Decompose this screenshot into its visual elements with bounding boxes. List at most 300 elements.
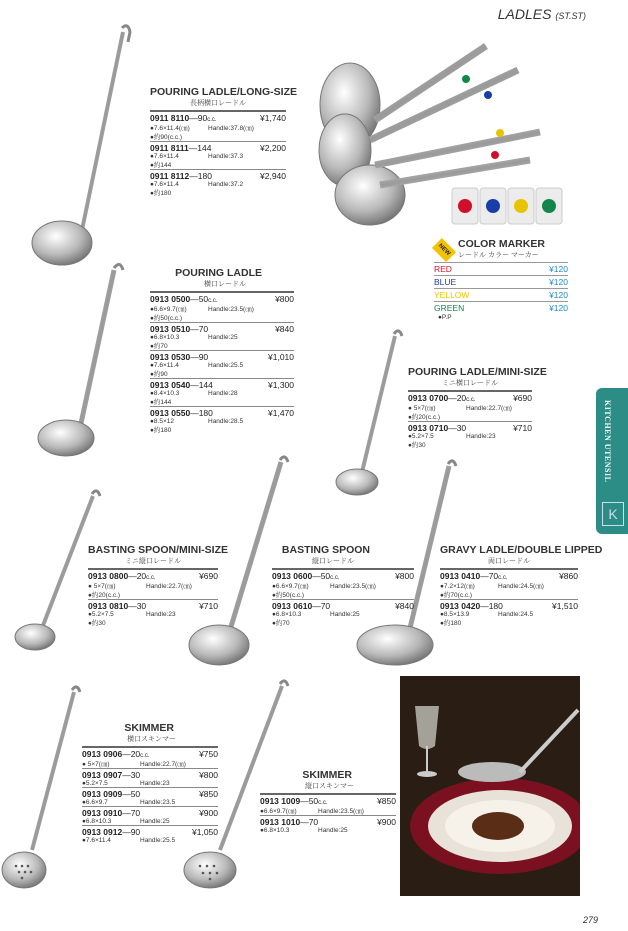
product-handle: Handle:25 [318, 827, 348, 834]
product-row [82, 746, 218, 768]
pouring-long-block [150, 86, 297, 197]
skimmer-side-image [2, 687, 80, 888]
product-code-cap [150, 352, 208, 362]
product-row-main [150, 324, 294, 334]
product-row-main [408, 423, 532, 433]
color-marker-material: ●P.P [438, 314, 452, 321]
product-note: ●約70 [150, 343, 168, 350]
product-handle: Handle:22.7(㎝) [140, 761, 186, 768]
color-marker-list [434, 262, 574, 314]
product-code-cap [150, 294, 218, 304]
product-name-jp: 両口レードル [488, 558, 530, 565]
product-price: ¥900 [199, 808, 218, 818]
product-code-cap [440, 571, 508, 581]
product-name: GRAVY LADLE/DOUBLE LIPPED [440, 544, 603, 556]
product-code: 0911 8112 [150, 171, 190, 181]
product-dimensions: ●8.4×10.3 [150, 390, 180, 397]
color-marker-item [434, 275, 568, 288]
product-code: 0913 0800 [88, 571, 129, 581]
product-code-cap [272, 601, 330, 611]
product-code: 0913 0610 [272, 601, 313, 611]
product-dimensions: ● 5×7(㎝) [408, 405, 436, 412]
product-name-jp: 横口スキンマー [127, 736, 176, 743]
product-code-cap [150, 143, 211, 153]
product-price: ¥690 [513, 393, 532, 403]
product-code: 0913 0907 [82, 770, 123, 780]
product-row-main [272, 601, 414, 611]
product-dimensions: ●6.8×10.3 [272, 611, 302, 618]
product-name-jp: 縦口スキンマー [305, 783, 354, 790]
product-handle: Handle:24.5 [498, 611, 534, 618]
product-code: 0913 0420 [440, 601, 481, 611]
product-capacity: 144 [197, 143, 212, 153]
product-code-cap [82, 789, 140, 799]
product-row [150, 169, 286, 197]
product-row [88, 599, 218, 627]
product-capacity-wrap: —90 [190, 352, 209, 362]
product-capacity-unit: c.c. [498, 575, 508, 581]
color-marker-label: YELLOW [434, 290, 470, 300]
side-tab-label: KITCHEN UTENSIL [603, 400, 612, 483]
product-row [272, 599, 414, 627]
product-row [260, 793, 396, 815]
product-price: ¥2,200 [260, 143, 286, 153]
product-row [408, 421, 532, 449]
product-code: 0913 0550 [150, 408, 191, 418]
basting-block [272, 544, 414, 627]
product-price: ¥1,510 [552, 601, 578, 611]
product-price: ¥1,050 [192, 827, 218, 837]
product-handle: Handle:25 [208, 334, 238, 341]
product-capacity-unit: c.c. [207, 117, 217, 123]
color-marker-name: COLOR MARKER [458, 238, 545, 250]
product-name: SKIMMER [124, 722, 174, 734]
product-capacity-wrap: —70 [312, 601, 331, 611]
product-row-main [150, 171, 286, 181]
product-name-jp: ミニ横口レードル [442, 380, 498, 387]
product-handle: Handle:22.7(㎝) [466, 405, 512, 412]
product-name-jp: ミニ縦口レードル [125, 558, 181, 565]
product-row-main [88, 571, 218, 581]
product-capacity-wrap: —180 [480, 601, 503, 611]
product-row-spec [150, 418, 294, 425]
product-handle: Handle:25 [140, 818, 170, 825]
product-note: ●約180 [150, 427, 172, 434]
product-row-main [260, 817, 396, 827]
product-row-spec [260, 827, 396, 834]
product-row-spec [150, 362, 294, 369]
product-code: 0913 0530 [150, 352, 191, 362]
product-row [82, 768, 218, 787]
product-name: BASTING SPOON [281, 544, 370, 556]
product-row [150, 378, 294, 406]
pouring-mini-block [408, 366, 547, 449]
product-capacity: 180 [197, 171, 212, 181]
product-name: SKIMMER [302, 769, 352, 781]
product-row-main [82, 770, 218, 780]
product-dimensions: ●6.8×10.3 [150, 334, 180, 341]
product-note: ●約50(c.c.) [272, 592, 305, 599]
product-handle: Handle:23.5(㎝) [318, 808, 364, 815]
product-row [408, 390, 532, 421]
product-code: 0913 0710 [408, 423, 449, 433]
product-dimensions: ●7.6×11.4 [150, 153, 179, 160]
product-capacity-wrap: —50c.c. [190, 294, 218, 304]
product-row-spec [440, 611, 578, 618]
color-marker-heading [434, 238, 574, 262]
gravy-block [440, 544, 603, 627]
product-code-cap [150, 324, 208, 334]
product-handle: Handle:23.5 [140, 799, 176, 806]
product-capacity-wrap: —50c.c. [300, 796, 328, 806]
product-row-main [150, 408, 294, 418]
product-code-cap [88, 571, 156, 581]
product-capacity-wrap: —50c.c. [312, 571, 340, 581]
header-title: LADLES [497, 6, 552, 22]
product-price: ¥690 [199, 571, 218, 581]
product-row-spec [150, 181, 286, 188]
product-price: ¥800 [395, 571, 414, 581]
product-dimensions: ●8.5×12 [150, 418, 174, 425]
color-marker-label: BLUE [434, 277, 457, 287]
color-marker-label: GREEN [434, 303, 465, 313]
product-row [150, 406, 294, 434]
product-capacity-unit: c.c. [466, 397, 476, 403]
product-capacity: 90 [197, 113, 208, 123]
product-price: ¥1,470 [268, 408, 294, 418]
product-row-spec [150, 390, 294, 397]
product-price: ¥1,740 [260, 113, 286, 123]
color-marker-ladles-image [319, 46, 540, 225]
product-row-main [260, 796, 396, 806]
product-code: 0913 0910 [82, 808, 123, 818]
product-handle: Handle:23.5(㎝) [330, 583, 376, 590]
color-marker-price: ¥120 [549, 303, 568, 313]
product-row-spec [150, 334, 294, 341]
product-code: 0911 8110 [150, 113, 190, 123]
product-row-main [150, 143, 286, 153]
product-code: 0913 0906 [82, 749, 123, 759]
side-tab-kitchen-utensil [596, 388, 628, 534]
product-capacity-unit: c.c. [208, 298, 218, 304]
product-dimensions: ●6.8×10.3 [260, 827, 290, 834]
product-code-cap [408, 423, 466, 433]
product-row-spec [88, 581, 218, 590]
product-note: ●約20(c.c.) [88, 592, 121, 599]
product-capacity-wrap: —50 [122, 789, 141, 799]
product-handle: Handle:23 [466, 433, 496, 440]
product-row-spec [408, 403, 532, 412]
product-capacity-wrap: —180 [190, 408, 213, 418]
product-handle: Handle:37.8(㎝) [208, 125, 254, 132]
product-row [88, 568, 218, 599]
product-dimensions: ●7.6×11.4 [150, 181, 179, 188]
product-capacity-wrap: —20c.c. [122, 749, 150, 759]
product-row-spec [82, 759, 218, 768]
food-serving-photo [400, 676, 580, 896]
product-price: ¥850 [199, 789, 218, 799]
product-code-cap [260, 817, 318, 827]
product-price: ¥710 [199, 601, 218, 611]
product-note: ●約144 [150, 399, 172, 406]
product-price: ¥710 [513, 423, 532, 433]
product-row [440, 568, 578, 599]
pouring-ladle-image [38, 264, 123, 456]
product-price: ¥800 [199, 770, 218, 780]
product-capacity-wrap: —70 [122, 808, 141, 818]
product-name-jp: 横口レードル [204, 281, 246, 288]
product-handle: Handle:37.2 [208, 181, 244, 188]
product-price: ¥900 [377, 817, 396, 827]
product-handle: Handle:25.5 [208, 362, 244, 369]
product-capacity-unit: c.c. [318, 800, 328, 806]
product-capacity: 50 [130, 789, 141, 799]
product-capacity-wrap: —144 [190, 380, 213, 390]
product-capacity: 180 [488, 601, 503, 611]
product-capacity: 30 [136, 601, 147, 611]
product-handle: Handle:25.5 [140, 837, 176, 844]
product-capacity: 70 [308, 817, 319, 827]
product-row-spec [408, 433, 532, 440]
product-row-spec [150, 153, 286, 160]
product-dimensions: ●7.2×12(㎝) [440, 583, 475, 590]
product-row-spec [82, 799, 218, 806]
product-name: BASTING SPOON/MINI-SIZE [88, 544, 229, 556]
product-note: ●約70(c.c.) [440, 592, 473, 599]
new-badge: NEW [432, 238, 456, 262]
product-dimensions: ●8.5×13.9 [440, 611, 470, 618]
product-capacity-wrap: —90c.c. [189, 113, 217, 123]
product-dimensions: ●7.6×11.4(㎝) [150, 125, 190, 132]
product-handle: Handle:23 [146, 611, 176, 618]
product-price: ¥840 [275, 324, 294, 334]
long-ladle-image [32, 26, 130, 265]
color-marker-price: ¥120 [549, 264, 568, 274]
product-row-main [88, 601, 218, 611]
product-capacity-unit: c.c. [140, 753, 150, 759]
product-dimensions: ●7.6×11.4 [82, 837, 111, 844]
product-dimensions: ●6.6×9.7 [82, 799, 108, 806]
product-note: ●約30 [88, 620, 106, 627]
product-handle: Handle:22.7(㎝) [146, 583, 192, 590]
product-dimensions: ● 5×7(㎝) [82, 761, 110, 768]
product-note: ●約30 [408, 442, 426, 449]
product-capacity-wrap: —70 [190, 324, 209, 334]
product-code-cap [150, 408, 213, 418]
product-capacity: 20 [136, 571, 147, 581]
product-dimensions: ● 5×7(㎝) [88, 583, 116, 590]
product-dimensions: ●6.6×9.7(㎝) [260, 808, 297, 815]
product-dimensions: ●6.6×9.7(㎝) [150, 306, 187, 313]
product-code: 0911 8111 [150, 143, 189, 153]
product-row-spec [272, 581, 414, 590]
product-price: ¥750 [199, 749, 218, 759]
product-capacity: 20 [130, 749, 141, 759]
product-row-main [82, 827, 218, 837]
product-dimensions: ●5.2×7.5 [408, 433, 434, 440]
product-capacity: 180 [198, 408, 213, 418]
product-capacity: 50 [308, 796, 319, 806]
product-dimensions: ●7.6×11.4 [150, 362, 179, 369]
color-marker-price: ¥120 [549, 277, 568, 287]
product-code: 0913 1010 [260, 817, 301, 827]
product-name-jp: 長柄横口レードル [190, 100, 246, 107]
product-code-cap [82, 770, 140, 780]
product-handle: Handle:28 [208, 390, 238, 397]
product-row-main [82, 808, 218, 818]
product-capacity-wrap: —90 [122, 827, 141, 837]
product-code: 0913 0510 [150, 324, 191, 334]
product-row [150, 322, 294, 350]
product-row-main [82, 789, 218, 799]
product-code-cap [408, 393, 476, 403]
product-row-main [272, 571, 414, 581]
product-code: 0913 0410 [440, 571, 481, 581]
product-handle: Handle:23.5(㎝) [208, 306, 254, 313]
product-row-main [150, 352, 294, 362]
product-name: POURING LADLE [175, 267, 262, 279]
product-capacity-wrap: —70c.c. [480, 571, 508, 581]
product-code-cap [150, 380, 213, 390]
product-capacity-wrap: —30 [122, 770, 141, 780]
product-code-cap [150, 171, 212, 181]
product-handle: Handle:24.5(㎝) [498, 583, 544, 590]
product-row-spec [440, 581, 578, 590]
product-capacity-wrap: —30 [128, 601, 147, 611]
product-name: POURING LADLE/MINI-SIZE [408, 366, 547, 378]
product-capacity-wrap: —144 [188, 143, 212, 153]
product-row [82, 787, 218, 806]
product-row-spec [260, 806, 396, 815]
product-note: ●約90(c.c.) [150, 134, 183, 141]
product-row [150, 110, 286, 141]
product-code-cap [260, 796, 328, 806]
product-dimensions: ●5.2×7.5 [82, 780, 108, 787]
product-handle: Handle:25 [330, 611, 360, 618]
product-row-spec [272, 611, 414, 618]
product-dimensions: ●6.6×9.7(㎝) [272, 583, 309, 590]
product-row [272, 568, 414, 599]
product-price: ¥2,940 [260, 171, 286, 181]
product-row-main [440, 571, 578, 581]
product-capacity: 20 [456, 393, 467, 403]
product-code: 0913 0700 [408, 393, 449, 403]
mini-pouring-ladle-image [336, 331, 402, 495]
color-marker-jp: レードル カラー マーカー [458, 252, 539, 259]
basting-mini-block [88, 544, 229, 627]
product-code: 0913 0810 [88, 601, 129, 611]
product-dimensions: ●5.2×7.5 [88, 611, 114, 618]
product-capacity: 90 [198, 352, 209, 362]
product-handle: Handle:37.3 [208, 153, 244, 160]
product-code-cap [82, 749, 150, 759]
product-capacity: 30 [130, 770, 141, 780]
product-row-main [408, 393, 532, 403]
product-handle: Handle:28.5 [208, 418, 244, 425]
product-code-cap [440, 601, 503, 611]
product-row-main [150, 113, 286, 123]
product-capacity: 144 [198, 380, 213, 390]
product-row [82, 825, 218, 844]
product-row-spec [82, 837, 218, 844]
page-number: 279 [582, 915, 598, 925]
product-price: ¥1,010 [268, 352, 294, 362]
product-row-spec [88, 611, 218, 618]
product-row [150, 350, 294, 378]
product-capacity-wrap: —180 [189, 171, 212, 181]
product-capacity: 30 [456, 423, 467, 433]
product-code: 0913 0540 [150, 380, 191, 390]
skimmer-side-block [82, 722, 218, 844]
product-code-cap [272, 571, 340, 581]
color-marker-block [434, 238, 574, 321]
product-price: ¥850 [377, 796, 396, 806]
product-note: ●約50(c.c.) [150, 315, 183, 322]
product-handle: Handle:23 [140, 780, 170, 787]
pouring-block [150, 267, 294, 434]
product-capacity-wrap: —30 [448, 423, 467, 433]
product-note: ●約180 [440, 620, 462, 627]
product-capacity: 90 [130, 827, 141, 837]
product-code: 0913 0500 [150, 294, 191, 304]
product-capacity-wrap: —20c.c. [448, 393, 476, 403]
product-code: 0913 1009 [260, 796, 301, 806]
product-name: POURING LADLE/LONG-SIZE [150, 86, 297, 98]
product-note: ●約180 [150, 190, 172, 197]
product-code: 0913 0600 [272, 571, 313, 581]
product-name-jp: 縦口レードル [312, 558, 354, 565]
product-code: 0913 0909 [82, 789, 123, 799]
product-row [260, 815, 396, 834]
product-row-spec [150, 304, 294, 313]
product-capacity: 50 [198, 294, 209, 304]
color-marker-swatches [452, 188, 562, 224]
product-row-main [150, 380, 294, 390]
photo-illustration [400, 676, 580, 896]
product-dimensions: ●6.8×10.3 [82, 818, 112, 825]
side-tab-letter: K [602, 502, 624, 526]
product-row-main [440, 601, 578, 611]
product-price: ¥1,300 [268, 380, 294, 390]
product-code-cap [150, 113, 217, 123]
product-row [440, 599, 578, 627]
product-row-spec [82, 818, 218, 825]
product-note: ●約144 [150, 162, 172, 169]
product-price: ¥800 [275, 294, 294, 304]
product-note: ●約70 [272, 620, 290, 627]
product-code-cap [82, 827, 140, 837]
product-code-cap [82, 808, 140, 818]
product-row [82, 806, 218, 825]
product-note: ●約20(c.c.) [408, 414, 441, 421]
product-capacity: 70 [130, 808, 141, 818]
product-code-cap [88, 601, 146, 611]
product-row [150, 291, 294, 322]
product-row-main [82, 749, 218, 759]
product-code: 0913 0912 [82, 827, 123, 837]
product-capacity-wrap: —20c.c. [128, 571, 156, 581]
skimmer-vert-block [260, 769, 396, 834]
product-capacity: 70 [320, 601, 331, 611]
product-row-main [150, 294, 294, 304]
color-marker-item [434, 288, 568, 301]
product-capacity-unit: c.c. [146, 575, 156, 581]
color-marker-price: ¥120 [549, 290, 568, 300]
product-row [150, 141, 286, 169]
product-capacity: 70 [198, 324, 209, 334]
color-marker-item [434, 301, 568, 314]
product-row-spec [82, 780, 218, 787]
